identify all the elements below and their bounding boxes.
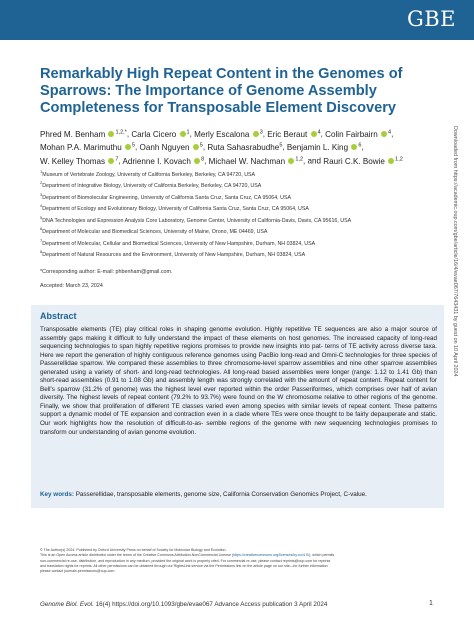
abstract-line: source of assembly gaps making it difficult to fully understand the impact of these elements on host genomes. The increased [40,326,437,342]
abstract-line: terns of TE activity across diverse taxa. Here we report the generation of highly contiguous reference genomes using [40,343,437,359]
abstract-line: evolution. [169,428,197,436]
affiliation-item: $^8$Department of Natural Resources and the Environment, University of New Hampshire, Durham, NH 03824, USA [40,249,306,259]
author-affiliation-sup: 5 [279,142,283,149]
title-line: Remarkably High Repeat Content in the Genomes of [40,66,403,82]
author [209,157,303,166]
author [40,143,135,152]
license-line: and translation rights for reprints. All other permissions can be obtained through our RightsLink service via the Permissions link on the article page on our site—for further information [40,563,328,568]
affiliation-item: $^4$Department of Ecology and Evolutionary Biology, University of California Santa Cruz, Santa Cruz, CA 95064, USA [40,203,309,213]
download-side-note: Downloaded from https://academic.oup.com/gbe/article/16/4/evae067/7643431 by guest on 10 April 2024 [452,126,458,377]
abstract-line: semble regions of the genome with new sequencing technologies promises to transform our understanding of avian genome [40,420,437,436]
abstract-line: where TEs were once thought to be fairly depauperate and static. Our work highlights how the resolution of difficult-to-as- [40,411,438,428]
license-notice [40,548,440,574]
license-line: non-commercial re-use, distribution, and reproduction in any medium, provided the original work is properly cited. For commercial re-use, please contact reprints@oup.com for reprints [40,558,331,563]
affiliation-item: $^5$DNA Technologies and Expression Analysis Core Laboratory, Genome Center, University of California-Davis, Davis, CA 95616, USA [40,214,352,224]
affiliation-item: $^2$Department of Integrative Biology, University of California Berkeley, Berkeley, CA 94720, USA [40,180,262,190]
abstract-line: PacBio long-read and Omni-C technologies for three species of Passerellidae sparrow. We compared these assemblies to [40,351,437,368]
title-line: Sparrows: The Importance of Genome Assembly [40,83,377,99]
author [323,157,403,166]
author-affiliation-sup: 1,2 [395,155,403,162]
journal-logo: GBE [406,7,456,31]
author [267,130,320,139]
author [194,130,263,139]
abstract-line: (0.91 to 1.08 Gb) and assembly length was strongly correlated with the amount of repeat content. Repeat content for [104,377,437,385]
keywords [40,491,437,498]
author-affiliation-sup: 4 [317,129,321,135]
author-name: Carla Cicero [131,129,177,139]
author [287,143,362,152]
license-line: please contact journals.permissions@oup.com. [40,569,116,574]
author-name: Michael W. Nachman [208,156,286,166]
abstract-text [40,326,437,437]
author-affiliation-sup: 1,2,* [115,129,127,135]
page-footer [40,601,327,608]
abstract-line: similar levels of repeat content. These patterns support a dynamic model of TE expansion and contraction even in a clade [40,402,438,419]
author [131,130,189,139]
orcid-icon[interactable] [288,158,294,164]
abstract-line: capacity of long-read sequencing technologies to span highly repetitive regions promises to provide new insights into pat- [40,334,437,351]
title-line: Completeness for Transposable Element Discovery [40,100,397,116]
orcid-icon[interactable] [381,131,387,137]
author-name: Benjamin L. King [286,143,349,153]
affiliation-item: $^7$Department of Molecular, Cellular and Biomedical Sciences, University of New Hampshire, Durham, NH 03824, USA [40,237,316,247]
author-list: Phred M. Benham $^{1,2,*}$, Carla Cicero $^1$, Merly Escalona $^3$, Eric Beraut $^4$, Colin Fairbairn $^4$, Mohan P.A. Marimuthu $^5$, Oanh Nguyen $^5$, Ruta Sahasrabudhe$^5$, Benjamin L. King $^6$, W. Kelley Thomas $^7$, Adrienne I. Kovach $^8$, Michael W. Nachman $^{1,2}$, and Rauri C.K. Bowie $^{1,2}$ [40,129,403,166]
orcid-icon[interactable] [180,131,186,137]
journal-header-band [0,0,474,40]
author-affiliation-sup: 4 [388,129,392,135]
author-name: Ruta Sahasrabudhe [207,143,280,153]
abstract-line: over half of avian diversity. The highest levels of repeat content (79.2% to 93.7%) were found on the W chromosome relative [40,385,437,402]
abstract-line: three chromosome-level sparrow assemblies and nine other sparrow assemblies generated using a variety of short- and [40,360,437,376]
license-link[interactable]: https://creativecommons.org/licenses/by-nc/4.0/ [233,553,310,558]
abstract-heading: Abstract [40,311,77,321]
author-affiliation-sup: 1 [186,129,190,135]
license-line: This is an Open Access article distributed under the terms of the Creative Commons Attribution-NonCommercial License (https://creativecommons.org/licenses/by-nc/4.0/), which permits [40,553,335,558]
journal-name: Genome Biol. Evol. [40,601,94,608]
orcid-icon[interactable] [311,131,317,137]
author-affiliation-sup: 6 [358,142,362,149]
author-affiliation-sup: 7 [115,155,119,162]
author [325,130,391,139]
orcid-icon[interactable] [108,131,114,137]
author-name: Colin Fairbairn [325,129,378,139]
author-name: W. Kelley Thomas [40,156,106,166]
page-number: 1 [429,600,433,607]
orcid-icon[interactable] [193,144,199,150]
author-name: Adrienne I. Kovach [122,156,191,166]
affiliation-list [40,168,440,260]
abstract-line: Transposable elements (TE) play critical roles in shaping genome evolution. Highly repetitive TE sequences are also a major [40,326,407,333]
corresponding-author: *Corresponding author: E-mail: phbenham@gmail.com. [40,269,173,275]
author [40,157,118,166]
orcid-icon[interactable] [253,131,259,137]
author-affiliation-sup: 5 [199,142,203,149]
keywords-label: Key words: [40,491,74,498]
author [140,143,203,152]
accepted-date: Accepted: March 23, 2024 [40,283,103,289]
orcid-icon[interactable] [125,144,131,150]
affiliation-item: $^1$Museum of Vertebrate Zoology, University of California Berkeley, Berkeley, CA 94720, USA [40,169,256,178]
orcid-icon[interactable] [388,158,394,164]
keywords-text: Passerellidae, transposable elements, genome size, California Conservation Genomics Project, C-value. [75,491,367,498]
abstract-line: Bell's sparrow (31.2% of genome) was the highest level ever reported within the order Passeriformes, which comprises [40,385,384,393]
affiliation-item: $^6$Department of Molecular and Biomedical Sciences, University of Maine, Orono, ME 04469, USA [40,226,268,236]
author-name: Merly Escalona [194,129,250,139]
footer-citation: 16(4) https://doi.org/10.1093/gbe/evae067 Advance Access publication 3 April 2024 [93,601,328,608]
orcid-icon[interactable] [351,144,357,150]
author-name: Rauri C.K. Bowie [323,156,385,166]
author [122,157,204,166]
author [207,143,282,152]
article-title [40,66,420,117]
abstract-line: long-read technologies. All long-read based assemblies were longer (range: 1.12 to 1.41 Gb) than short-read assemblies [40,368,438,385]
author-affiliation-sup: 1,2 [295,155,304,162]
orcid-icon[interactable] [194,158,200,164]
author-affiliation-sup: 8 [201,155,205,162]
author-affiliation-sup: 3 [259,129,263,135]
abstract-line: to other regions of the genome. Finally, we show that proliferation of different TE classes varied even among species with [40,394,438,410]
author [40,130,127,139]
author-name: Phred M. Benham [40,129,106,139]
author-name: Eric Beraut [267,129,308,139]
affiliation-item: $^3$Department of Biomolecular Engineering, University of California Santa Cruz, Santa Cruz, CA 95064, USA [40,191,292,201]
author-name: Mohan P.A. Marimuthu [40,143,122,153]
author-name: Oanh Nguyen [139,143,190,153]
orcid-icon[interactable] [108,158,114,164]
license-line: © The Author(s) 2024. Published by Oxford University Press on behalf of Society for Molecular Biology and Evolution. [40,548,227,552]
author-affiliation-sup: 5 [131,142,136,149]
